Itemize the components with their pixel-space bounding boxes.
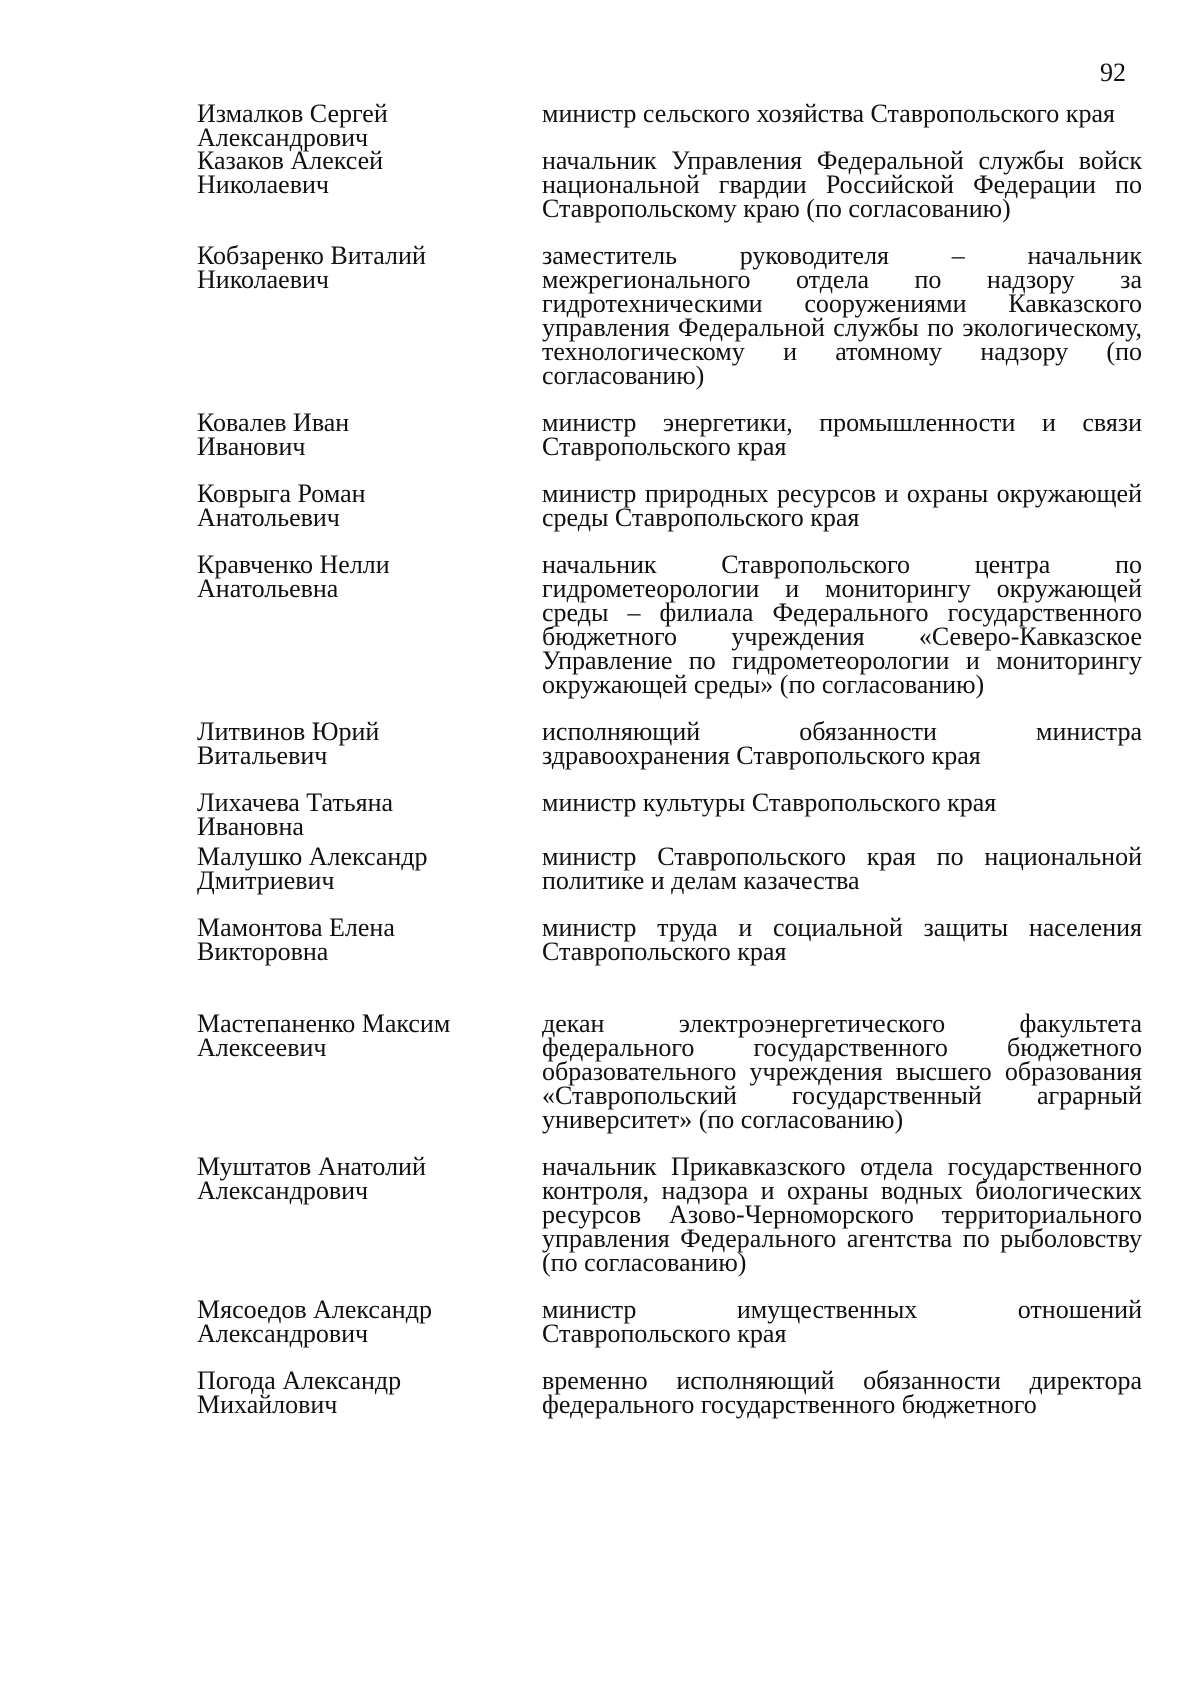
- member-list: [0, 99, 1200, 1419]
- list-item: [0, 408, 1200, 461]
- member-role: заместитель руководителя – начальник межрегионального отдела по надзору за гидротехническими сооружениями Кавказского управления Федеральной службы по экологическому, технологическому и атомному надзору (по согласованию): [542, 241, 1142, 390]
- member-role: министр природных ресурсов и охраны окружающей среды Ставропольского края: [542, 479, 1142, 532]
- list-item: [0, 788, 1200, 841]
- list-item: [0, 717, 1200, 770]
- list-item: [0, 842, 1200, 895]
- member-role: министр культуры Ставропольского края: [542, 788, 997, 817]
- member-role: временно исполняющий обязанности директора федерального государственного бюджетного: [542, 1366, 1142, 1419]
- member-name: Мамонтова Елена Викторовна: [197, 913, 395, 966]
- member-name: Муштатов Анатолий Александрович: [197, 1152, 426, 1205]
- member-role: декан электроэнергетического факультета федерального государственного бюджетного образовательного учреждения высшего образования «Ставропольский государственный аграрный университет» (по согласованию): [542, 1009, 1142, 1134]
- list-item: [0, 479, 1200, 532]
- list-item: [0, 146, 1200, 223]
- member-role: министр энергетики, промышленности и связи Ставропольского края: [542, 408, 1142, 461]
- list-item: [0, 913, 1200, 966]
- list-item: [0, 1152, 1200, 1277]
- member-name: Малушко Александр Дмитриевич: [197, 842, 428, 895]
- member-name: Литвинов Юрий Витальевич: [197, 717, 380, 770]
- member-name: Измалков Сергей Александрович: [197, 99, 388, 152]
- member-name: Ковалев Иван Иванович: [197, 408, 350, 461]
- member-role: министр имущественных отношений Ставропольского края: [542, 1295, 1142, 1348]
- member-role: министр труда и социальной защиты населения Ставропольского края: [542, 913, 1142, 966]
- member-role: исполняющий обязанности министра здравоохранения Ставропольского края: [542, 717, 1142, 770]
- member-role: министр сельского хозяйства Ставропольского края: [542, 99, 1115, 128]
- member-name: Кобзаренко Виталий Николаевич: [197, 241, 426, 294]
- member-role: начальник Прикавказского отдела государственного контроля, надзора и охраны водных биологических ресурсов Азово-Черноморского территориального управления Федерального агентства по рыболовству (по согласованию): [542, 1152, 1142, 1277]
- member-role: министр Ставропольского края по национальной политике и делам казачества: [542, 842, 1142, 895]
- list-item: [0, 550, 1200, 699]
- member-name: Погода Александр Михайлович: [197, 1366, 402, 1419]
- member-name: Коврыга Роман Анатольевич: [197, 479, 366, 532]
- member-role: начальник Управления Федеральной службы войск национальной гвардии Российской Федерации по Ставропольскому краю (по согласованию): [542, 146, 1142, 223]
- list-item: [0, 1009, 1200, 1134]
- list-item: [0, 241, 1200, 390]
- list-item: [0, 1366, 1200, 1419]
- list-item: [0, 1295, 1200, 1348]
- member-name: Мастепаненко Максим Алексеевич: [197, 1009, 451, 1062]
- member-name: Казаков Алексей Николаевич: [197, 146, 384, 199]
- list-item: [0, 99, 1200, 152]
- page-number: 92: [1100, 58, 1126, 87]
- member-name: Мясоедов Александр Александрович: [197, 1295, 432, 1348]
- member-role: начальник Ставропольского центра по гидрометеорологии и мониторингу окружающей среды – филиала Федерального государственного бюджетного учреждения «Северо-Кавказское Управление по гидрометеорологии и мониторингу окружающей среды» (по согласованию): [542, 550, 1142, 699]
- member-name: Лихачева Татьяна Ивановна: [197, 788, 394, 841]
- member-name: Кравченко Нелли Анатольевна: [197, 550, 390, 603]
